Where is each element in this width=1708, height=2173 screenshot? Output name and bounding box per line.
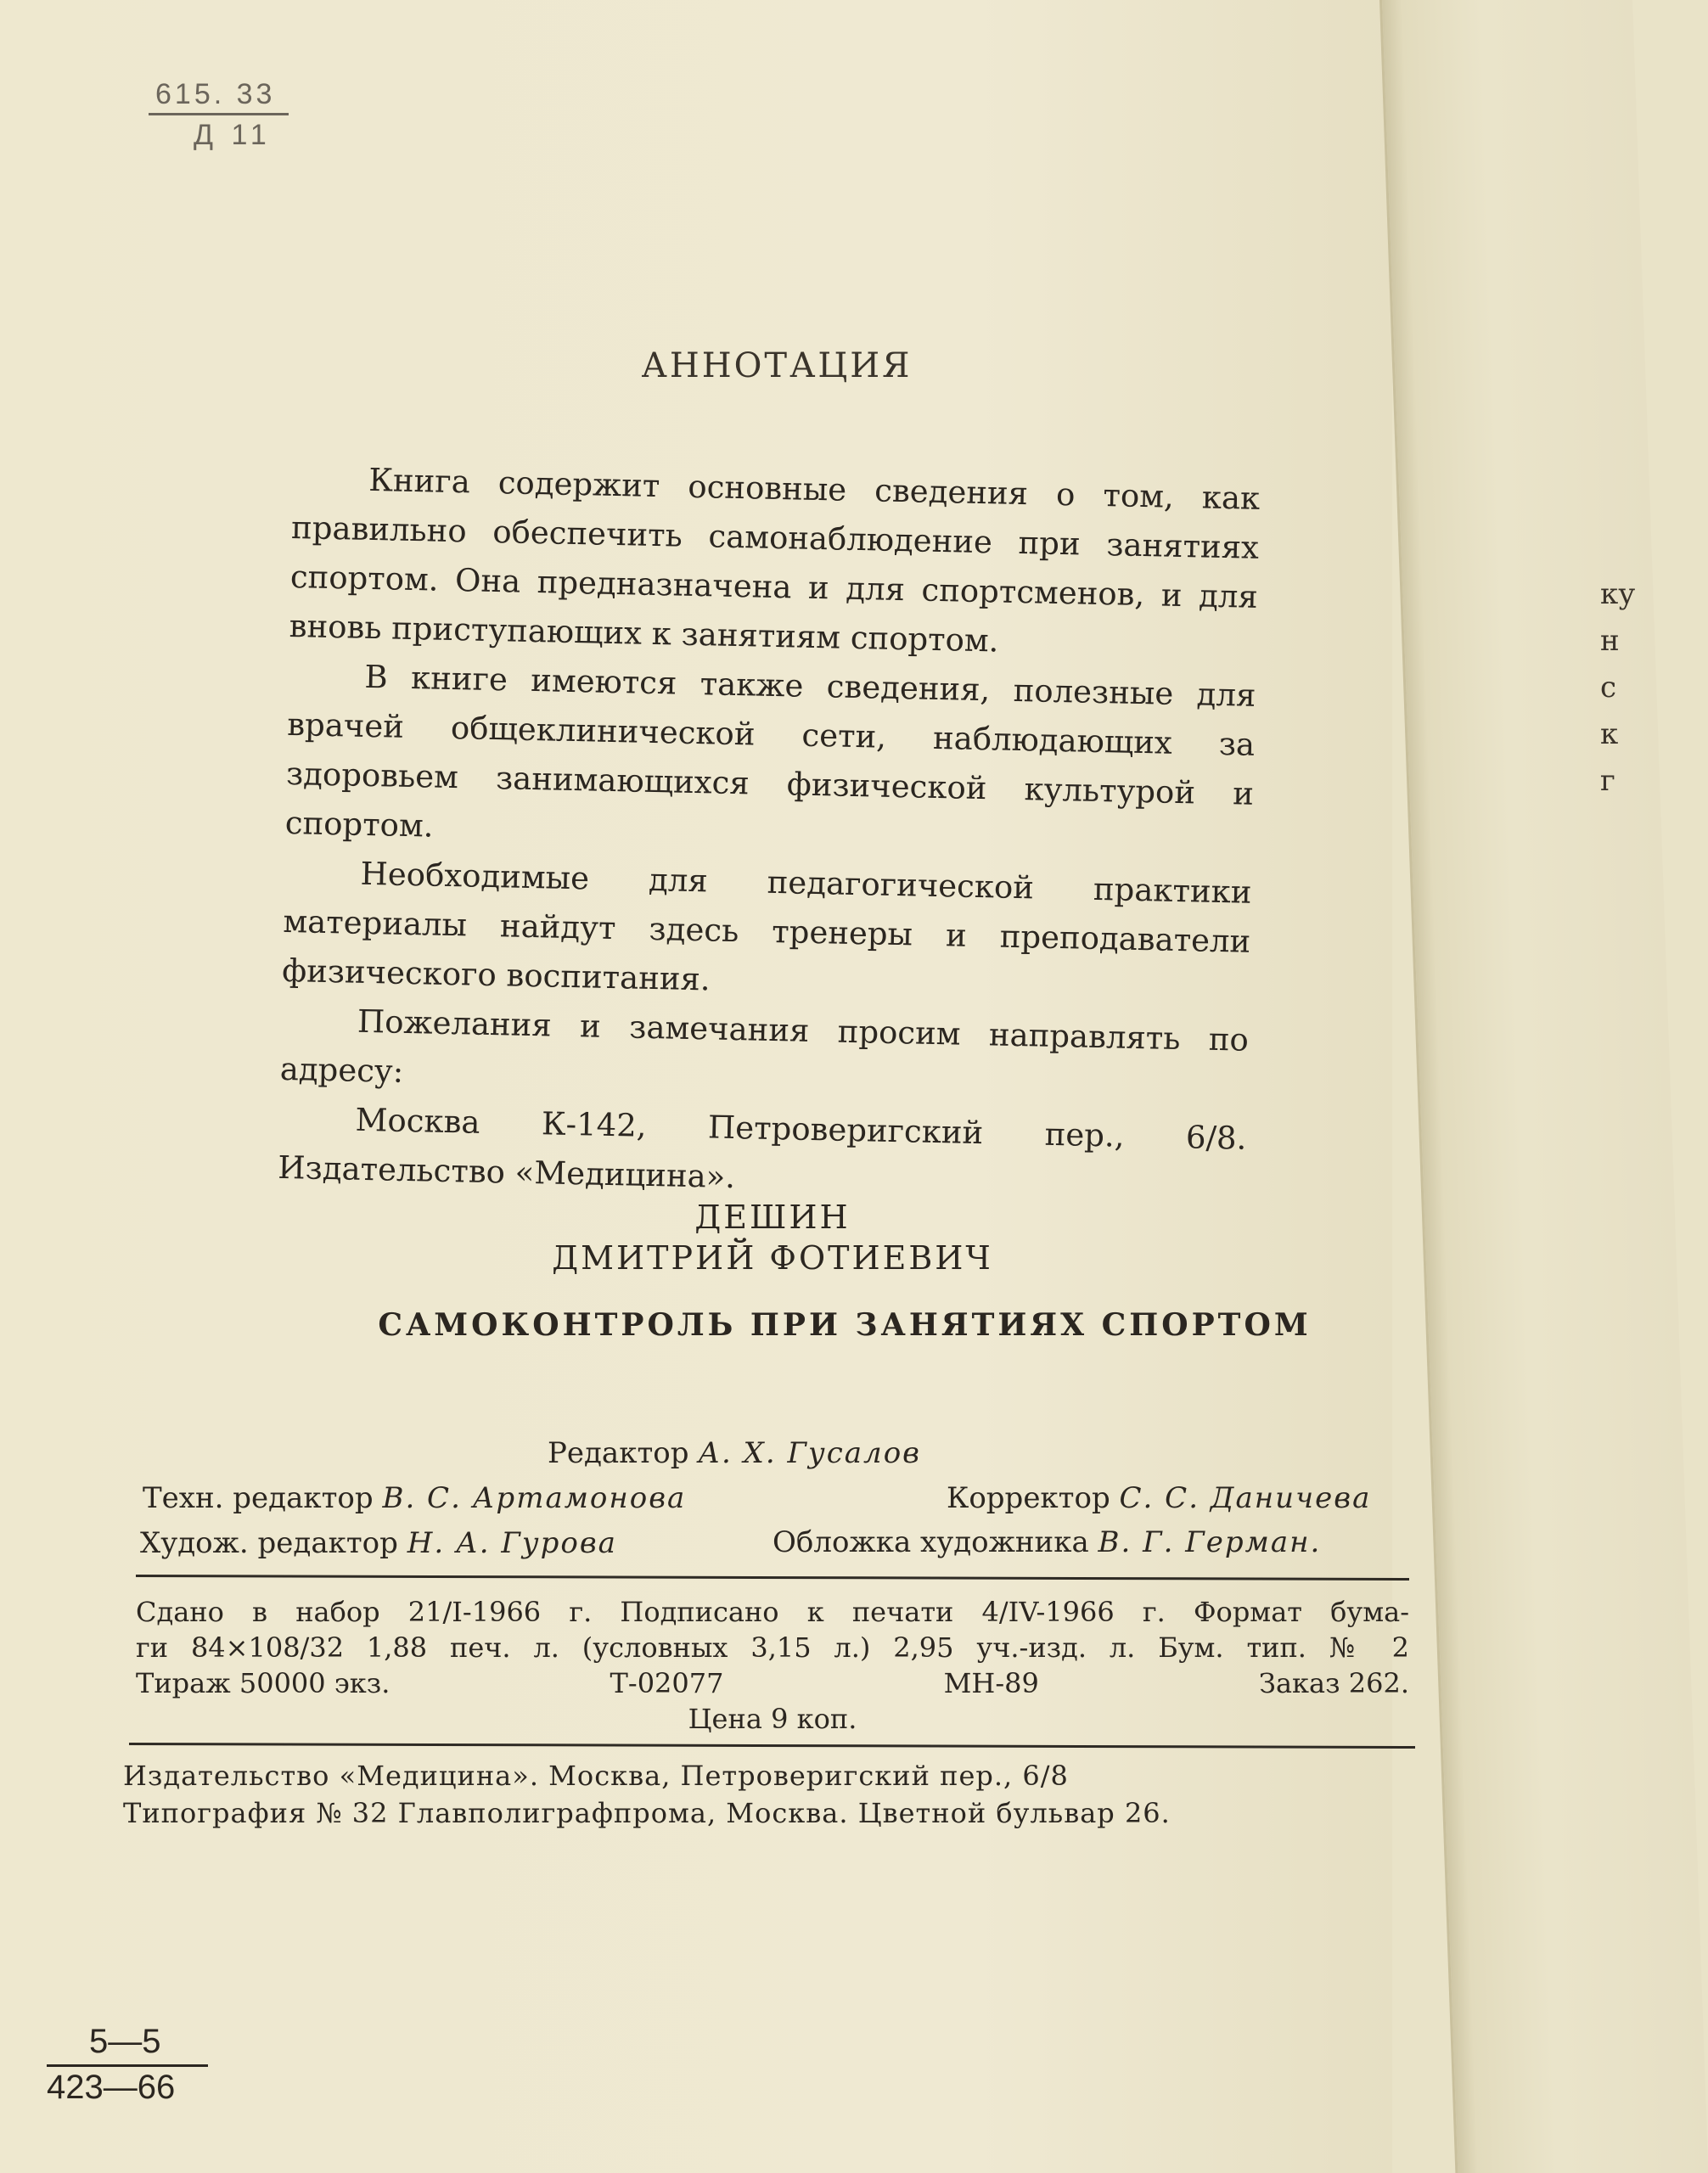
signature-rule [47,2064,208,2067]
cover-artist-label: Обложка художника [773,1525,1089,1559]
author-given-name: ДМИТРИЙ ФОТИЕВИЧ [552,1239,993,1277]
signature-top: 5—5 [89,2023,161,2060]
art-editor-credit [140,1526,617,1560]
divider [136,1575,1409,1581]
book-title: САМОКОНТРОЛЬ ПРИ ЗАНЯТИЯХ СПОРТОМ [378,1307,1312,1343]
publisher-info [123,1757,1418,1832]
call-number-top: 615. 33 [155,78,276,110]
tech-editor-label: Техн. редактор [143,1481,374,1515]
corrector-credit [947,1481,1371,1515]
imprint-line: ги 84×108/32 1,88 печ. л. (условных 3,15 л.) 2,95 уч.-изд. л. Бум. тип. № 2 [136,1631,1409,1664]
editor-name: А. Х. Гусалов [698,1436,921,1470]
fragment-text: к [1600,717,1619,751]
signature-bottom: 423—66 [47,2069,176,2106]
imprint-run-row [136,1665,1409,1701]
signature-mark [47,2023,208,2107]
annotation-heading: АННОТАЦИЯ [641,346,913,385]
imprint-line: Сдано в набор 21/I-1966 г. Подписано к печати 4/IV-1966 г. Формат бума- [136,1596,1409,1628]
call-number-rule [149,113,289,115]
order-number: Заказ 262. [1259,1667,1409,1699]
cover-artist-credit [773,1525,1321,1559]
right-page-fragments [1600,577,1635,811]
fragment-text: г [1600,764,1615,798]
annotation-paragraph: Книга содержит основные сведения о том, как правильно обеспечить самонаблюдение при занятиях спортом. Она предназначена и для спортсменов, и для вновь приступающих к занятиям спортом. [289,461,1261,660]
editor-label: Редактор [548,1436,689,1470]
fragment-text: с [1600,671,1617,705]
corrector-name: С. С. Даничева [1119,1481,1372,1515]
price: Цена 9 коп. [688,1703,857,1735]
print-run: Тираж 50000 экз. [136,1667,390,1699]
cover-artist-name: В. Г. Герман. [1098,1525,1322,1559]
author-surname: ДЕШИН [694,1199,851,1236]
fragment-text: ку [1600,577,1636,611]
annotation-paragraph: В книге имеются также сведения, полезные для врачей общеклинической сети, наблюдающих за здоровьем занимающихся физической культурой и спортом. [284,658,1256,845]
annotation-text [278,454,1261,1213]
fragment-text: н [1600,624,1620,658]
right-page-edge [1379,0,1708,2173]
editor-credit [548,1436,921,1470]
tech-editor-name: В. С. Артамонова [382,1481,687,1515]
imprint-code: Т-02077 [610,1667,724,1699]
imprint-code: МН-89 [943,1667,1039,1699]
annotation-paragraph: Москва К-142, Петроверигский пер., 6/8. Издательство «Медицина». [277,1101,1247,1196]
corrector-label: Корректор [947,1481,1110,1515]
tech-editor-credit [143,1481,686,1515]
printer-line: Типография № 32 Главполиграфпрома, Москва. Цветной бульвар 26. [123,1797,1171,1829]
call-number [155,78,289,152]
annotation-paragraph: Пожелания и замечания просим направлять по адресу: [279,1002,1250,1090]
imprint-block [136,1594,1409,1737]
art-editor-name: Н. А. Гурова [407,1526,617,1560]
annotation-paragraph: Необходимые для педагогической практики материалы найдут здесь тренеры и преподаватели физического воспитания. [281,855,1252,998]
publisher-line: Издательство «Медицина». Москва, Петроверигский пер., 6/8 [123,1760,1069,1792]
art-editor-label: Худож. редактор [140,1526,398,1560]
divider [129,1743,1415,1749]
call-number-bottom: Д 11 [194,119,272,151]
